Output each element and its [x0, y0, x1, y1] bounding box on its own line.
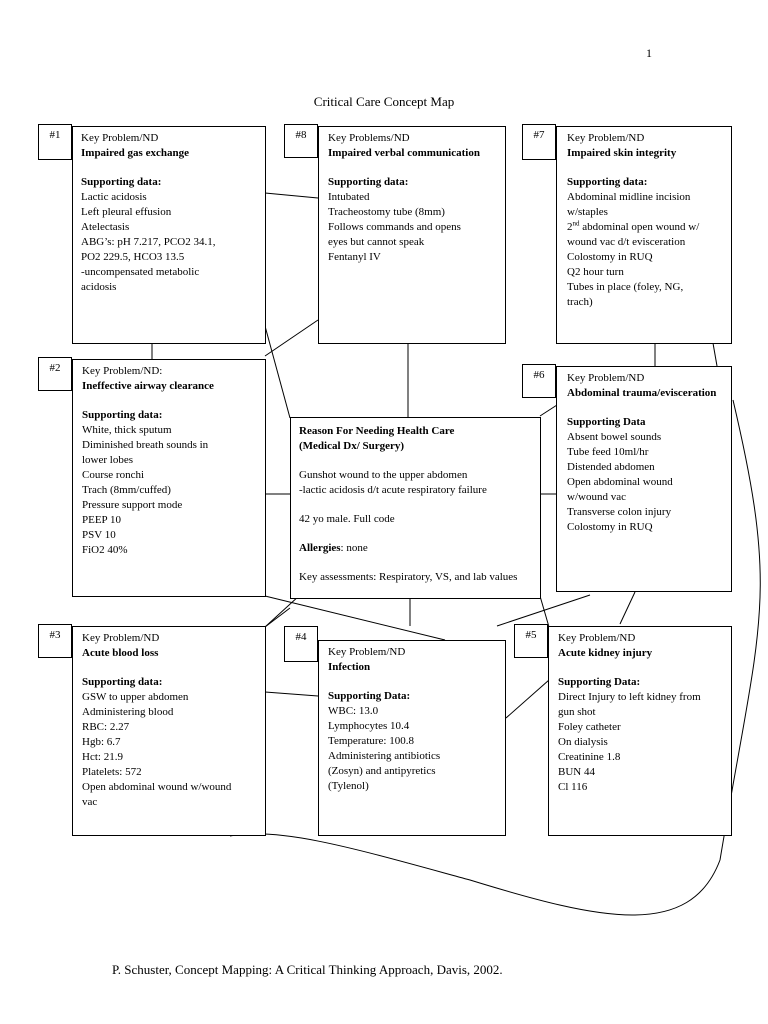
supporting-data-heading: Supporting data: — [567, 176, 648, 188]
supporting-data-item: vac — [82, 796, 98, 808]
supporting-data-item: ABG’s: pH 7.217, PCO2 34.1, — [81, 236, 216, 248]
supporting-data-heading: Supporting data: — [328, 176, 409, 188]
problem-box-ineffective-airway-clearance — [72, 359, 266, 597]
supporting-data-item: Open abdominal wound w/wound — [82, 781, 232, 793]
key-problem-label: Key Problem/ND — [328, 646, 406, 658]
supporting-data-heading: Supporting data: — [81, 176, 162, 188]
nursing-diagnosis: Impaired gas exchange — [81, 147, 189, 159]
problem-number-tag: #2 — [38, 357, 72, 391]
supporting-data-item: Trach (8mm/cuffed) — [82, 484, 171, 496]
supporting-data-item: Q2 hour turn — [567, 266, 624, 278]
nursing-diagnosis: Impaired verbal communication — [328, 147, 480, 159]
supporting-data-item: lower lobes — [82, 454, 134, 466]
supporting-data-item: Transverse colon injury — [567, 506, 672, 518]
supporting-data-item: PSV 10 — [82, 529, 116, 541]
nursing-diagnosis: Acute kidney injury — [558, 647, 653, 659]
connector-line — [265, 193, 318, 198]
supporting-data-item: Administering antibiotics — [328, 750, 441, 762]
supporting-data-item: w/staples — [567, 206, 608, 218]
supporting-data-item: White, thick sputum — [82, 424, 172, 436]
allergies-line — [299, 541, 532, 556]
supporting-data-item: Platelets: 572 — [82, 766, 142, 778]
supporting-data-item: Diminished breath sounds in — [82, 439, 209, 451]
reason-for-care-box — [290, 417, 541, 599]
supporting-data-heading: Supporting data: — [82, 409, 163, 421]
allergies-label: Allergies — [299, 542, 341, 554]
problem-number-tag: #4 — [284, 626, 318, 662]
supporting-data-item: Abdominal midline incision — [567, 191, 691, 203]
connector-line — [265, 326, 290, 418]
problem-number-tag: #1 — [38, 124, 72, 160]
supporting-data-item: Open abdominal wound — [567, 476, 673, 488]
supporting-data-item: Left pleural effusion — [81, 206, 172, 218]
key-problem-label: Key Problems/ND — [328, 132, 410, 144]
problem-box-acute-kidney-injury — [548, 626, 732, 836]
nursing-diagnosis: Abdominal trauma/evisceration — [567, 387, 717, 399]
diagnosis-line: -lactic acidosis d/t acute respiratory failure — [299, 484, 487, 496]
supporting-data-item: Tubes in place (foley, NG, — [567, 281, 684, 293]
supporting-data-item: Temperature: 100.8 — [328, 735, 414, 747]
key-assessments: Key assessments: Respiratory, VS, and lab values — [299, 571, 518, 583]
supporting-data-item: Foley catheter — [558, 721, 621, 733]
supporting-data-item: Absent bowel sounds — [567, 431, 662, 443]
supporting-data-item: Pressure support mode — [82, 499, 183, 511]
problem-box-impaired-gas-exchange — [72, 126, 266, 344]
nursing-diagnosis: Ineffective airway clearance — [82, 380, 214, 392]
supporting-data-item: PEEP 10 — [82, 514, 122, 526]
supporting-data-heading: Supporting Data: — [558, 676, 641, 688]
key-problem-label: Key Problem/ND — [567, 372, 645, 384]
problem-box-abdominal-trauma — [556, 366, 732, 592]
problem-number-tag: #3 — [38, 624, 72, 658]
supporting-data-item: trach) — [567, 296, 593, 308]
supporting-data-item: Colostomy in RUQ — [567, 521, 653, 533]
supporting-data-item: Lactic acidosis — [81, 191, 147, 203]
supporting-data-item: Direct Injury to left kidney from — [558, 691, 701, 703]
citation: P. Schuster, Concept Mapping: A Critical Thinking Approach, Davis, 2002. — [112, 962, 503, 977]
problem-box-acute-blood-loss — [72, 626, 266, 836]
supporting-data-item: Hct: 21.9 — [82, 751, 123, 763]
supporting-data-item: Fentanyl IV — [328, 251, 381, 263]
key-problem-label: Key Problem/ND — [82, 632, 160, 644]
patient-info: 42 yo male. Full code — [299, 513, 395, 525]
problem-box-impaired-verbal-communication — [318, 126, 506, 344]
supporting-data-item: RBC: 2.27 — [82, 721, 130, 733]
supporting-data-item: Lymphocytes 10.4 — [328, 720, 410, 732]
allergies-value: : none — [340, 542, 368, 554]
supporting-data-item: w/wound vac — [567, 491, 626, 503]
problem-number-tag: #7 — [522, 124, 556, 160]
supporting-data-heading: Supporting Data — [567, 416, 646, 428]
supporting-data-item: 2nd abdominal open wound w/ — [567, 219, 700, 233]
reason-heading: Reason For Needing Health Care — [299, 425, 455, 437]
supporting-data-item: Course ronchi — [82, 469, 145, 481]
key-problem-label: Key Problem/ND — [81, 132, 159, 144]
supporting-data-item: eyes but cannot speak — [328, 236, 425, 248]
connector-line — [540, 405, 557, 416]
key-problem-label: Key Problem/ND — [558, 632, 636, 644]
key-problem-label: Key Problem/ND — [567, 132, 645, 144]
problem-box-infection — [318, 640, 506, 836]
supporting-data-item: Creatinine 1.8 — [558, 751, 621, 763]
key-problem-label: Key Problem/ND: — [82, 365, 163, 377]
supporting-data-item: Colostomy in RUQ — [567, 251, 653, 263]
supporting-data-item: gun shot — [558, 706, 596, 718]
reason-subheading: (Medical Dx/ Surgery) — [299, 440, 405, 452]
supporting-data-heading: Supporting data: — [82, 676, 163, 688]
supporting-data-item: (Tylenol) — [328, 780, 369, 792]
supporting-data-item: Atelectasis — [81, 221, 130, 233]
supporting-data-item: GSW to upper abdomen — [82, 691, 189, 703]
page-title: Critical Care Concept Map — [313, 94, 455, 109]
nursing-diagnosis: Infection — [328, 661, 371, 673]
problem-number-tag: #8 — [284, 124, 318, 158]
connector-line — [620, 592, 635, 624]
supporting-data-item: acidosis — [81, 281, 117, 293]
supporting-data-item: -uncompensated metabolic — [81, 266, 200, 278]
supporting-data-item: FiO2 40% — [82, 544, 128, 556]
supporting-data-item: Distended abdomen — [567, 461, 655, 473]
connector-line — [265, 320, 318, 356]
supporting-data-item: Tracheostomy tube (8mm) — [328, 206, 445, 218]
supporting-data-item: On dialysis — [558, 736, 608, 748]
connector-line — [497, 595, 590, 626]
supporting-data-item: wound vac d/t evisceration — [567, 236, 686, 248]
supporting-data-heading: Supporting Data: — [328, 690, 411, 702]
nursing-diagnosis: Impaired skin integrity — [567, 147, 677, 159]
supporting-data-item: WBC: 13.0 — [328, 705, 379, 717]
supporting-data-item: Tube feed 10ml/hr — [567, 446, 649, 458]
problem-number-tag: #6 — [522, 364, 556, 398]
supporting-data-item: Administering blood — [82, 706, 174, 718]
supporting-data-item: Hgb: 6.7 — [82, 736, 121, 748]
supporting-data-item: Intubated — [328, 191, 370, 203]
supporting-data-item: PO2 229.5, HCO3 13.5 — [81, 251, 185, 263]
supporting-data-item: Follows commands and opens — [328, 221, 461, 233]
connector-line — [506, 680, 549, 718]
page-number: 1 — [646, 46, 652, 60]
connector-line — [265, 692, 318, 696]
supporting-data-item: Cl 116 — [558, 781, 588, 793]
problem-box-impaired-skin-integrity — [556, 126, 732, 344]
supporting-data-item: (Zosyn) and antipyretics — [328, 765, 436, 777]
supporting-data-item: BUN 44 — [558, 766, 595, 778]
diagnosis-line: Gunshot wound to the upper abdomen — [299, 469, 468, 481]
problem-number-tag: #5 — [514, 624, 548, 658]
nursing-diagnosis: Acute blood loss — [82, 647, 159, 659]
